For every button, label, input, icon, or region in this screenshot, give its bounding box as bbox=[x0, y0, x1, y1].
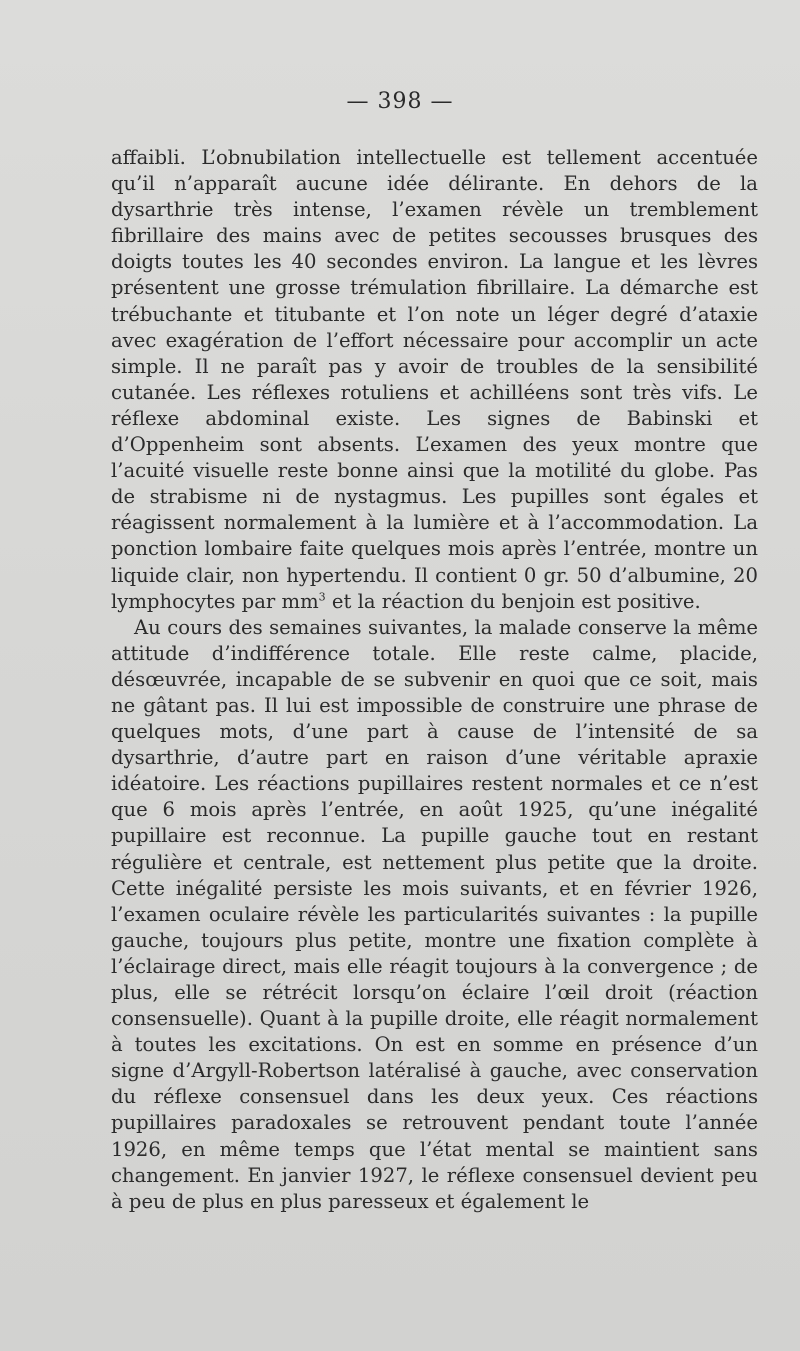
paragraph-1-text-end: et la réaction du benjoin est positive. bbox=[325, 589, 701, 613]
body-text bbox=[111, 145, 758, 1215]
page-number: — 398 — bbox=[346, 89, 454, 114]
superscript-cubic: 3 bbox=[318, 590, 326, 604]
paragraph-1 bbox=[111, 145, 758, 615]
paragraph-1-text: affaibli. L’obnubilation intellectuelle est tellement accentuée qu’il n’apparaît aucune idée délirante. En dehors de la dysarthrie très intense, l’examen révèle un tremblement fibrillaire des mains avec de petites secousses brusques des doigts toutes les 40 secondes environ. La langue et les lèvres présentent une grosse trémulation fibrillaire. La démarche est trébuchante et titubante et l’on note un léger degré d’ataxie avec exagération de l’effort nécessaire pour accomplir un acte simple. Il ne paraît pas y avoir de troubles de la sensibilité cutanée. Les réflexes rotuliens et achilléens sont très vifs. Le réflexe abdominal existe. Les signes de Babinski et d’Oppenheim sont absents. L’examen des yeux montre que l’acuité visuelle reste bonne ainsi que la motilité du globe. Pas de strabisme ni de nystagmus. Les pupilles sont égales et réagissent normalement à la lumière et à l’accommodation. La ponction lombaire faite quelques mois après l’entrée, montre un liquide clair, non hypertendu. Il contient 0 gr. 50 d’albumine, 20 lymphocytes par mm bbox=[111, 146, 758, 613]
paragraph-2: Au cours des semaines suivantes, la malade conserve la même attitude d’indifférence totale. Elle reste calme, placide, désœuvrée, incapable de se subvenir en quoi que ce soit, mais ne gâtant pas. Il lui est impossible de construire une phrase de quelques mots, d’une part à cause de l’intensité de sa dysarthrie, d’autre part en raison d’une véritable apraxie idéatoire. Les réactions pupillaires restent normales et ce n’est que 6 mois après l’entrée, en août 1925, qu’une inégalité pupillaire est reconnue. La pupille gauche tout en restant régulière et centrale, est nettement plus petite que la droite. Cette inégalité persiste les mois suivants, et en février 1926, l’examen oculaire révèle les particularités suivantes : la pupille gauche, toujours plus petite, montre une fixation complète à l’éclairage direct, mais elle réagit toujours à la convergence ; de plus, elle se rétrécit lorsqu’on éclaire l’œil droit (réaction consensuelle). Quant à la pupille droite, elle réagit normalement à toutes les excitations. On est en somme en présence d’un signe d’Argyll-Robertson latéralisé à gauche, avec conservation du réflexe consensuel dans les deux yeux. Ces réactions pupillaires paradoxales se retrouvent pendant toute l’année 1926, en même temps que l’état mental se maintient sans changement. En janvier 1927, le réflexe consensuel devient peu à peu de plus en plus paresseux et également le bbox=[111, 615, 758, 1213]
